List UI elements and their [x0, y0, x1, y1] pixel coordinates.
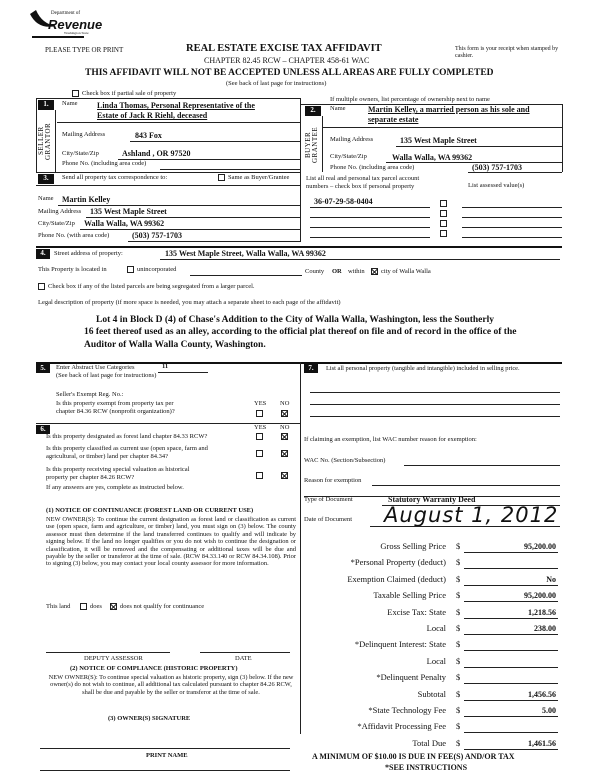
- doc-type-value: Statutory Warranty Deed: [388, 495, 476, 504]
- exemption-claim-heading: If claiming an exemption, list WAC number reason for exemption:: [304, 436, 477, 443]
- buyer-phone-value: (503) 757-1703: [472, 163, 522, 172]
- currency-sign: $: [456, 656, 461, 666]
- corr-name-value: Martin Kelley: [62, 195, 111, 204]
- buyer-phone-label: Phone No. (including area code): [330, 164, 415, 171]
- s6-yes-header: YES: [254, 424, 267, 431]
- see-instructions-note: *SEE INSTRUCTIONS: [385, 763, 468, 772]
- unincorporated-checkbox[interactable]: [127, 266, 134, 273]
- corr-phone-label: Phone No. (with area code): [38, 232, 110, 239]
- multiple-owners-note: If multiple owners, list percentage of ownership next to name: [330, 96, 490, 103]
- doc-date-handwritten: August 1, 2012: [384, 503, 559, 527]
- financial-label: *Delinquent Interest: State: [354, 639, 446, 649]
- seller-name-label: Name: [62, 100, 78, 107]
- historic-yes-checkbox[interactable]: [256, 472, 263, 479]
- financial-value: 5.00: [542, 706, 556, 715]
- correspondence-heading: Send all property tax correspondence to:: [62, 174, 168, 181]
- complete-instructions: If any answers are yes, complete as instructed below.: [46, 484, 184, 491]
- assessor-date-label: DATE: [235, 655, 252, 662]
- financial-value: 1,456.56: [528, 690, 556, 699]
- section-7-badge: 7.: [304, 364, 318, 373]
- buyer-name-line1: Martin Kelley, a married person as his sole and: [368, 105, 530, 114]
- parcel-2-personal-checkbox[interactable]: [440, 210, 447, 217]
- section-4-badge: 4.: [36, 249, 50, 259]
- seller-phone-label: Phone No. (including area code): [62, 160, 147, 167]
- minimum-due-note: A MINIMUM OF $10.00 IS DUE IN FEE(S) AND/OR TAX: [312, 752, 515, 761]
- legal-desc-label: Legal description of property (if more space is needed, you may attach a separate sheet to each page of the affidavit): [38, 299, 341, 306]
- land-does-not-label: does not qualify for continuance: [120, 603, 205, 610]
- financial-value: 1,461.56: [528, 739, 556, 748]
- parcel-heading-1: List all real and personal tax parcel account: [306, 175, 420, 182]
- financial-value-line: [464, 552, 558, 553]
- corr-mailing-label: Mailing Address: [38, 208, 82, 215]
- seller-name-line2: Estate of Jack R Riehl, deceased: [97, 111, 208, 120]
- forest-q: Is this property designated as forest land chapter 84.33 RCW?: [46, 433, 208, 440]
- form-chapter: CHAPTER 82.45 RCW – CHAPTER 458-61 WAC: [204, 56, 370, 65]
- buyer-city-value: Walla Walla, WA 99362: [392, 153, 473, 162]
- financial-label: Local: [426, 623, 446, 633]
- assessed-header: List assessed value(s): [468, 182, 525, 189]
- land-does-not-checkbox[interactable]: [110, 603, 117, 610]
- abstract-label: Enter Abstract Use Categories: [56, 364, 135, 371]
- financial-value: No: [546, 575, 556, 584]
- historic-q-line2: property per chapter 84.26 RCW?: [46, 474, 135, 481]
- seller-grantor-label: SELLER GRANTOR: [37, 122, 52, 160]
- wac-label: WAC No. (Section/Subsection): [304, 457, 386, 464]
- financial-value-line: [464, 650, 558, 651]
- dor-dept-name: Revenue: [48, 17, 103, 32]
- current-use-yes-checkbox[interactable]: [256, 450, 263, 457]
- stamp-note: This form is your receipt when stamped by cashier.: [455, 46, 559, 59]
- buyer-name-line2: separate estate: [368, 115, 419, 124]
- s5-yes-header: YES: [254, 400, 267, 407]
- financial-value-line: [464, 585, 558, 586]
- financial-value-line: [464, 683, 558, 684]
- partial-sale-label: Check box if partial sale of property: [82, 90, 177, 97]
- seller-city-value: Ashland , OR 97520: [122, 149, 191, 158]
- currency-sign: $: [456, 738, 461, 748]
- financial-value: 1,218.56: [528, 608, 556, 617]
- see-back-note: (See back of last page for instructions): [226, 80, 327, 87]
- seller-mailing-value: 843 Fox: [135, 131, 162, 140]
- financial-label: Local: [426, 656, 446, 666]
- financial-label: *State Technology Fee: [368, 705, 446, 715]
- land-does-checkbox[interactable]: [80, 603, 87, 610]
- financial-value: 238.00: [534, 624, 556, 633]
- financial-value: 95,200.00: [524, 591, 556, 600]
- buyer-city-label: City/State/Zip: [330, 153, 367, 160]
- currency-sign: $: [456, 574, 461, 584]
- financial-label: Taxable Selling Price: [373, 590, 446, 600]
- print-note: PLEASE TYPE OR PRINT: [45, 46, 124, 54]
- parcel-4-personal-checkbox[interactable]: [440, 230, 447, 237]
- legal-desc-line3: Auditor of Walla Walla County, Washington.: [84, 340, 266, 350]
- financial-label: Excise Tax: State: [387, 607, 446, 617]
- currency-sign: $: [456, 689, 461, 699]
- s6-no-header: NO: [280, 424, 290, 431]
- financial-value-line: [464, 700, 558, 701]
- city-of-label: city of Walla Walla: [381, 268, 431, 275]
- dor-dept-small: Department of: [51, 11, 81, 16]
- financial-label: *Affidavit Processing Fee: [357, 721, 446, 731]
- dor-logo: [28, 8, 103, 42]
- s5-no-header: NO: [280, 400, 290, 407]
- financial-label: Total Due: [412, 738, 446, 748]
- financial-label: Exemption Claimed (deduct): [347, 574, 446, 584]
- financial-value: 95,200.00: [524, 542, 556, 551]
- financial-value-line: [464, 634, 558, 635]
- segregated-checkbox[interactable]: [38, 283, 45, 290]
- dor-dept-state: Washington State: [64, 31, 89, 35]
- corr-city-value: Walla Walla, WA 99362: [84, 219, 165, 228]
- financial-value-line: [464, 667, 558, 668]
- parcel-1-value: 36-07-29-58-0404: [314, 197, 373, 206]
- notice1-body: NEW OWNER(S): To continue the current designation as forest land or classification as current use (open space, farm and agriculture, or timber) land, you must sign on (3) below. The county assessor must then determine if the land transferred continues to qualify and will indicate by signing below. If the land no longer qualifies or you do not wish to continue the designation or classification, it will be removed and the compensating or additional taxes will be due and payable by the seller or transferor at the time of sale. (RCW 84.33.140 or RCW 84.34.108). Prior to signing (3) below, you may contact your local county assessor for more information.: [46, 516, 296, 568]
- buyer-mailing-label: Mailing Address: [330, 136, 374, 143]
- corr-name-label: Name: [38, 195, 54, 202]
- seller-name-line1: Linda Thomas, Personal Representative of the: [97, 101, 255, 110]
- owner-signature-label: (3) OWNER(S) SIGNATURE: [108, 715, 191, 722]
- current-use-no-checkbox[interactable]: [281, 450, 288, 457]
- financial-label: Gross Selling Price: [380, 541, 446, 551]
- currency-sign: $: [456, 672, 461, 682]
- within-city-checkbox[interactable]: [371, 268, 378, 275]
- buyer-name-label: Name: [330, 105, 346, 112]
- same-as-buyer-label: Same as Buyer/Grantee: [228, 174, 290, 181]
- financial-value-line: [464, 601, 558, 602]
- seller-city-label: City/State/Zip: [62, 150, 99, 157]
- currency-sign: $: [456, 721, 461, 731]
- corr-mailing-value: 135 West Maple Street: [90, 207, 167, 216]
- currency-sign: $: [456, 705, 461, 715]
- current-use-q-line1: Is this property classified as current use (open space, farm and: [46, 445, 208, 452]
- financial-label: *Personal Property (deduct): [350, 557, 446, 567]
- notice2-body: NEW OWNER(S): To continue special valuation as historic property, sign (3) below. If the new owner(s) do not wish to continue, all additional tax calculated pursuant to chapter 84.26 RCW, shall be due and payable by the seller or transferor at the time of sale.: [48, 674, 294, 696]
- doc-date-label: Date of Document: [304, 516, 353, 523]
- nonprofit-yes-checkbox[interactable]: [256, 410, 263, 417]
- corr-phone-value: (503) 757-1703: [132, 231, 182, 240]
- financial-label: *Delinquent Penalty: [376, 672, 446, 682]
- warning-banner: THIS AFFIDAVIT WILL NOT BE ACCEPTED UNLESS ALL AREAS ARE FULLY COMPLETED: [85, 68, 494, 78]
- personal-property-heading: List all personal property (tangible and intangible) included in selling price.: [326, 365, 520, 372]
- currency-sign: $: [456, 557, 461, 567]
- currency-sign: $: [456, 639, 461, 649]
- financial-label: Subtotal: [417, 689, 446, 699]
- currency-sign: $: [456, 541, 461, 551]
- notice2-title: (2) NOTICE OF COMPLIANCE (HISTORIC PROPERTY): [70, 665, 238, 672]
- parcel-3-personal-checkbox[interactable]: [440, 220, 447, 227]
- currency-sign: $: [456, 623, 461, 633]
- unincorporated-label: unincorporated: [137, 266, 177, 273]
- legal-desc-line2: 16 feet thereof used as an alley, according to the official plat thereof on file and of record in the office of the: [84, 327, 517, 337]
- deputy-assessor-label: DEPUTY ASSESSOR: [84, 655, 143, 662]
- exempt-reg-label: Seller's Exempt Reg. No.:: [56, 391, 124, 398]
- exempt-q2: chapter 84.36 RCW (nonprofit organization)?: [56, 408, 175, 415]
- section-6-badge: 6.: [36, 425, 50, 434]
- same-as-buyer-checkbox[interactable]: [218, 174, 225, 181]
- parcel-1-personal-checkbox[interactable]: [440, 200, 447, 207]
- reason-label: Reason for exemption: [304, 477, 362, 484]
- notice1-title: (1) NOTICE OF CONTINUANCE (FOREST LAND OR CURRENT USE): [46, 507, 254, 514]
- historic-no-checkbox[interactable]: [281, 472, 288, 479]
- located-text: This Property is located in: [38, 266, 107, 273]
- segregated-label: Check box if any of the listed parcels are being segregated from a larger parcel.: [48, 283, 255, 290]
- financial-value-line: [464, 568, 558, 569]
- buyer-grantee-label: BUYER GRANTEE: [304, 126, 319, 164]
- financial-value-line: [464, 732, 558, 733]
- street-value: 135 West Maple Street, Walla Walla, WA 99362: [165, 249, 326, 258]
- form-title: REAL ESTATE EXCISE TAX AFFIDAVIT: [186, 43, 382, 54]
- partial-sale-checkbox[interactable]: [72, 90, 79, 97]
- nonprofit-no-checkbox[interactable]: [281, 410, 288, 417]
- currency-sign: $: [456, 607, 461, 617]
- corr-city-label: City/State/Zip: [38, 220, 75, 227]
- seller-mailing-label: Mailing Address: [62, 131, 106, 138]
- within-label: within: [348, 268, 365, 275]
- land-does-label: does: [90, 603, 102, 610]
- historic-q-line1: Is this property receiving special valuation as historical: [46, 466, 190, 473]
- this-land-label: This land: [46, 603, 71, 610]
- print-name-label: PRINT NAME: [146, 752, 188, 759]
- street-label: Street address of property:: [54, 250, 123, 257]
- buyer-mailing-value: 135 West Maple Street: [400, 136, 477, 145]
- abstract-see-back: (See back of last page for instructions): [56, 372, 157, 379]
- financial-value-line: [464, 618, 558, 619]
- section-2-badge: 2.: [305, 106, 321, 116]
- exempt-q1: Is this property exempt from property tax per: [56, 400, 174, 407]
- financial-value-line: [464, 749, 558, 750]
- financial-value-line: [464, 716, 558, 717]
- parcel-heading-2: numbers – check box if personal property: [306, 183, 415, 190]
- section-1-badge: 1.: [38, 100, 54, 110]
- doc-type-label: Type of Document: [304, 496, 353, 503]
- county-label: County: [305, 268, 325, 275]
- legal-desc-line1: Lot 4 in Block D (4) of Chase's Addition to the City of Walla Walla, Washington, less the Southerly: [96, 315, 494, 325]
- current-use-q-line2: agricultural, or timber) land per chapter 84.34?: [46, 453, 169, 460]
- section-5-badge: 5.: [36, 364, 50, 373]
- forest-no-checkbox[interactable]: [281, 433, 288, 440]
- forest-yes-checkbox[interactable]: [256, 433, 263, 440]
- abstract-value: 11: [162, 363, 169, 370]
- currency-sign: $: [456, 590, 461, 600]
- section-3-badge: 3.: [38, 174, 54, 184]
- or-label: OR: [332, 268, 342, 275]
